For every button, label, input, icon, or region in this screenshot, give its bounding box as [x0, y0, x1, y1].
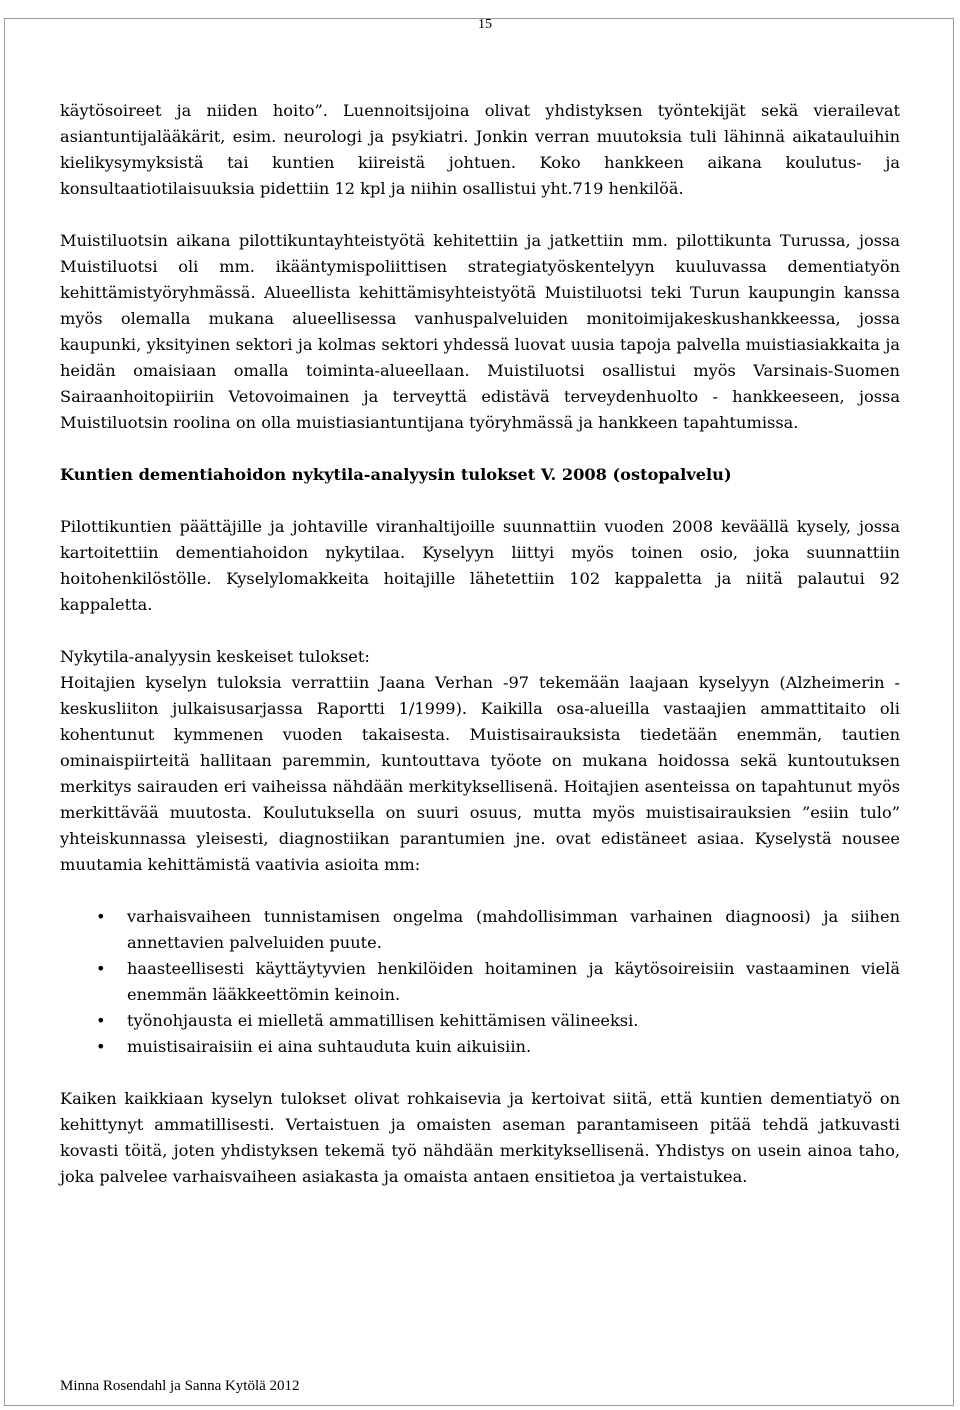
bullet-icon: •: [96, 959, 106, 978]
list-item: • työnohjausta ei mielletä ammatillisen kehittämisen välineeksi.: [60, 1008, 900, 1034]
document-body: [60, 98, 900, 1190]
paragraph-results: Hoitajien kyselyn tuloksia verrattiin Jaana Verhan -97 tekemään laajaan kyselyyn (Alzheimerin - keskusliiton julkaisusarjassa Raportti 1/1999). Kaikilla osa-alueilla vastaajien ammattitaito oli kohentunut kymmenen vuoden takaisesta. Muistisairauksista tiedetään enemmän, tautien ominaispiirteitä hallitaan paremmin, kuntouttava työote on mukana hoidossa sekä kuntoutuksen merkitys sairauden eri vaiheissa nähdään merkityksellisenä. Hoitajien asenteissa on tapahtunut myös merkittävää muutosta. Koulutuksella on suuri osuus, mutta myös muistisairauksien ”esiin tulo” yhteiskunnassa yleisesti, diagnostiikan parantumien jne. ovat edistäneet asiaa. Kyselystä nousee muutamia kehittämistä vaativia asioita mm:: [60, 673, 900, 874]
list-item: • varhaisvaiheen tunnistamisen ongelma (mahdollisimman varhainen diagnoosi) ja siihen annettavien palveluiden puute.: [60, 904, 900, 956]
paragraph-closing: Kaiken kaikkiaan kyselyn tulokset olivat rohkaisevia ja kertoivat siitä, että kuntien dementiatyö on kehittynyt ammatillisesti. Vertaistuen ja omaisten aseman parantamiseen pitää tehdä jatkuvasti kovasti töitä, joten yhdistyksen tekemä työ nähdään merkityksellisenä. Yhdistys on usein ainoa taho, joka palvelee varhaisvaiheen asiakasta ja omaista antaen ensitietoa ja vertaistukea.: [60, 1089, 900, 1186]
results-label: Nykytila-analyysin keskeiset tulokset:: [60, 647, 370, 666]
page-number: 15: [478, 17, 492, 32]
page-footer: Minna Rosendahl ja Sanna Kytölä 2012: [60, 1378, 300, 1394]
paragraph-training: käytösoireet ja niiden hoito”. Luennoitsijoina olivat yhdistyksen työntekijät sekä vierailevat asiantuntijalääkärit, esim. neurologi ja psykiatri. Jonkin verran muutoksia tuli lähinnä aikatauluihin kielikysymyksistä tai kuntien kiireistä johtuen. Koko hankkeen aikana koulutus- ja konsultaatiotilaisuuksia pidettiin 12 kpl ja niihin osallistui yht.719 henkilöä.: [60, 101, 900, 198]
paragraph-pilot-cooperation: Muistiluotsin aikana pilottikuntayhteistyötä kehitettiin ja jatkettiin mm. pilottikunta Turussa, jossa Muistiluotsi oli mm. ikääntymispoliittisen strategiatyöskentelyyn kuuluvassa dementiatyön kehittämistyöryhmässä. Alueellista kehittämisyhteistyötä Muistiluotsi teki Turun kaupungin kanssa myös olemalla mukana alueellisessa vanhuspalveluiden monitoimijakeskushankkeessa, jossa kaupunki, yksityinen sektori ja kolmas sektori yhdessä luovat uusia tapoja palvella muistiasiakkaita ja heidän omaisiaan omalla toiminta-alueellaan. Muistiluotsi osallistui myös Varsinais-Suomen Sairaanhoitopiiriin Vetovoimainen ja terveyttä edistävä terveydenhuolto - hankkeeseen, jossa Muistiluotsin roolina on olla muistiasiantuntijana työryhmässä ja hankkeen tapahtumissa.: [60, 231, 900, 432]
development-needs-list: [60, 904, 900, 1060]
section-heading: Kuntien dementiahoidon nykytila-analyysin tulokset V. 2008 (ostopalvelu): [60, 465, 732, 484]
list-item: • haasteellisesti käyttäytyvien henkilöiden hoitaminen ja käytösoireisiin vastaaminen vielä enemmän lääkkeettömin keinoin.: [60, 956, 900, 1008]
bullet-icon: •: [96, 907, 106, 926]
bullet-icon: •: [96, 1011, 106, 1030]
bullet-icon: •: [96, 1037, 106, 1056]
paragraph-survey: Pilottikuntien päättäjille ja johtaville viranhaltijoille suunnattiin vuoden 2008 keväällä kysely, jossa kartoitettiin dementiahoidon nykytilaa. Kyselyyn liittyi myös toinen osio, joka suunnattiin hoitohenkilöstölle. Kyselylomakkeita hoitajille lähetettiin 102 kappaletta ja niitä palautui 92 kappaletta.: [60, 517, 900, 614]
list-item: • muistisairaisiin ei aina suhtauduta kuin aikuisiin.: [60, 1034, 900, 1060]
